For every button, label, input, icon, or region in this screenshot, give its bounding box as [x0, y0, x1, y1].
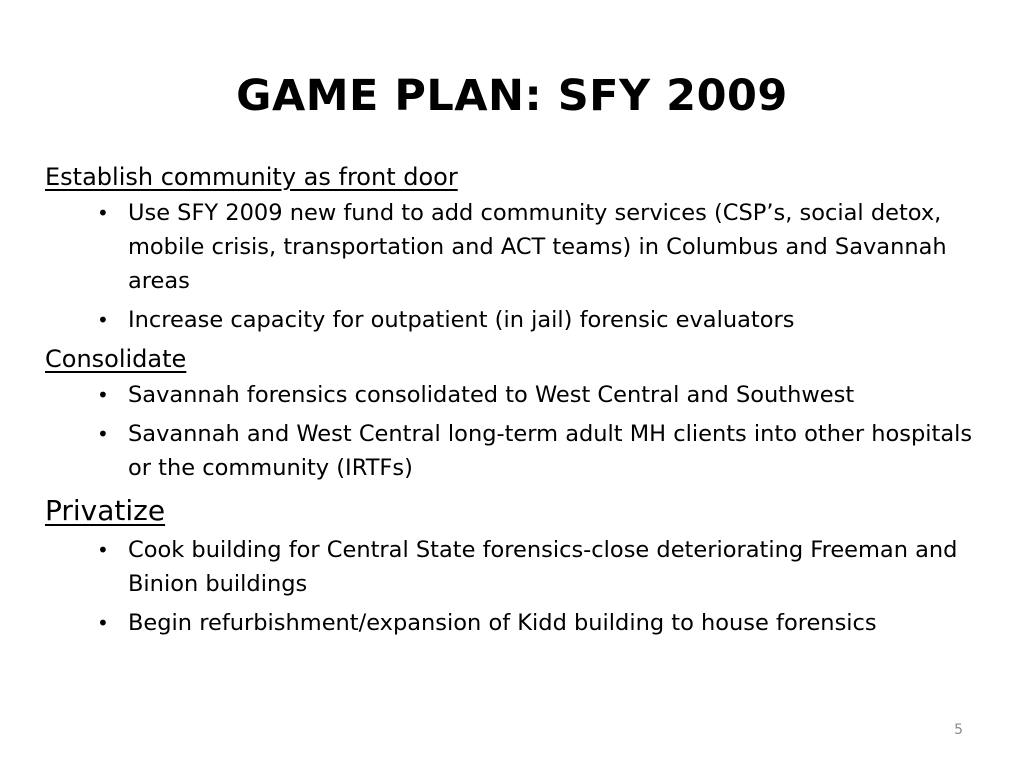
section-establish-community: [45, 160, 975, 337]
bullet-list: [45, 378, 975, 485]
bullet-text: Cook building for Central State forensics-close deteriorating Freeman and Binion buildings: [128, 537, 958, 597]
bullet-text: Use SFY 2009 new fund to add community services (CSP’s, social detox, mobile crisis, transportation and ACT teams) in Columbus and Savannah areas: [128, 200, 947, 294]
section-consolidate: [45, 342, 975, 485]
slide-content: [45, 160, 975, 645]
bullet-icon: •: [97, 538, 109, 562]
section-heading: Consolidate: [45, 345, 187, 373]
bullet-list: [45, 196, 975, 337]
bullet-icon: •: [97, 611, 109, 635]
bullet-icon: •: [97, 201, 109, 225]
bullet-text: Increase capacity for outpatient (in jail) forensic evaluators: [128, 307, 795, 333]
bullet-text: Savannah forensics consolidated to West Central and Southwest: [128, 382, 855, 408]
bullet-list: [45, 533, 975, 640]
list-item: [45, 196, 975, 298]
section-privatize: [45, 491, 975, 640]
bullet-icon: •: [97, 422, 109, 446]
list-item: [45, 378, 975, 412]
list-item: [45, 606, 975, 640]
slide-title: GAME PLAN: SFY 2009: [236, 71, 788, 121]
bullet-icon: •: [97, 383, 109, 407]
page-number: 5: [954, 722, 963, 738]
section-heading: Privatize: [45, 494, 166, 527]
list-item: [45, 303, 975, 337]
bullet-text: Savannah and West Central long-term adult MH clients into other hospitals or the community (IRTFs): [128, 421, 973, 481]
bullet-text: Begin refurbishment/expansion of Kidd building to house forensics: [128, 610, 877, 636]
list-item: [45, 417, 975, 485]
bullet-icon: •: [97, 308, 109, 332]
section-heading: Establish community as front door: [45, 163, 458, 191]
list-item: [45, 533, 975, 601]
